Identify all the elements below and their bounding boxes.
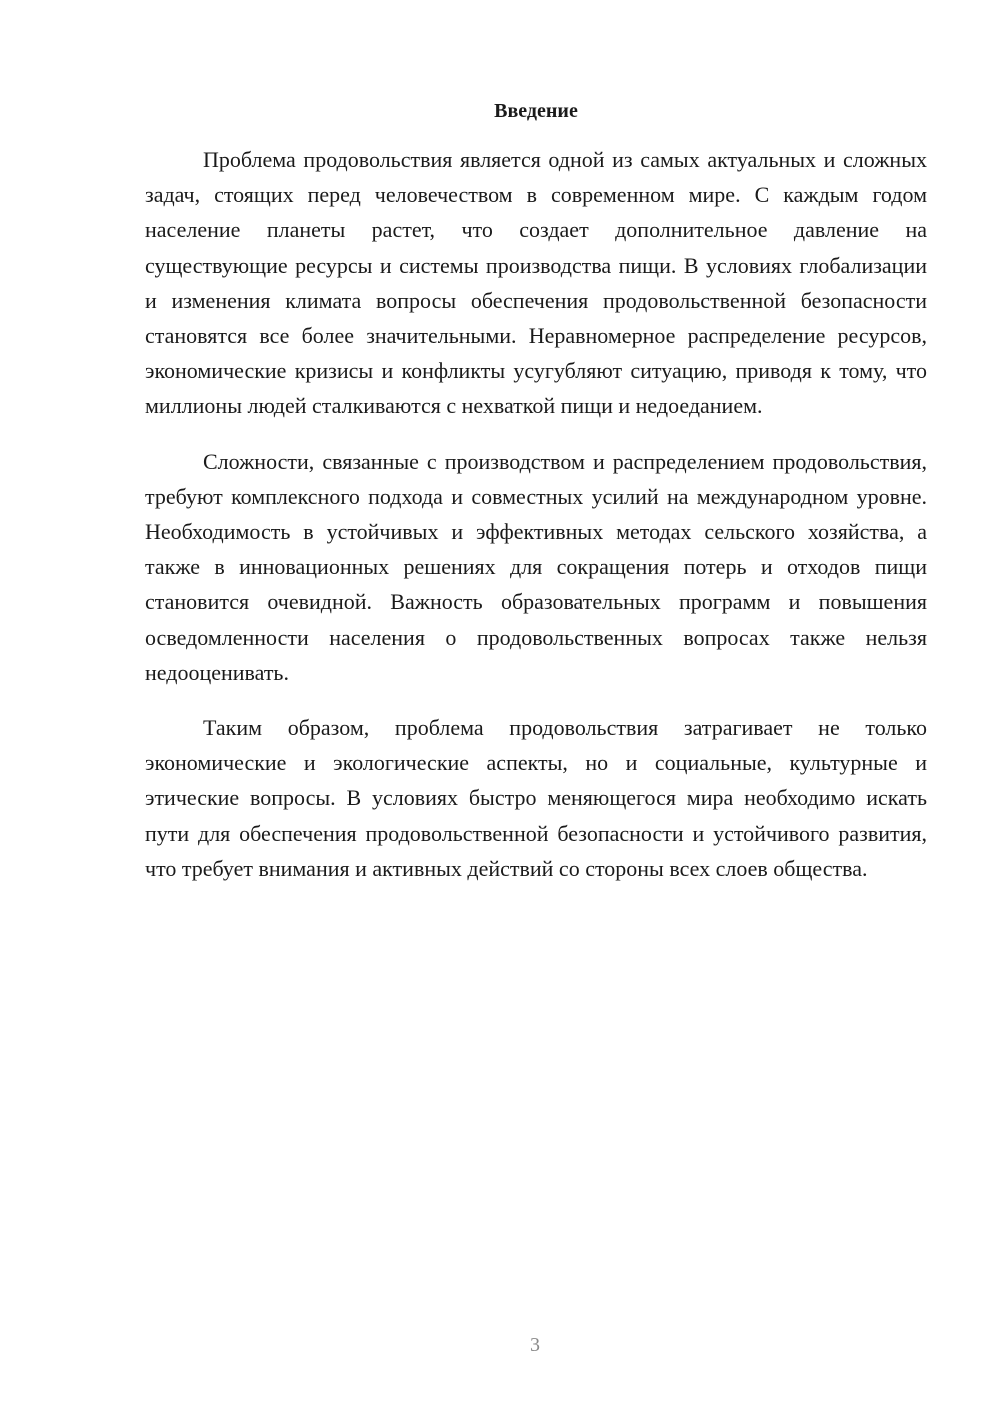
- paragraph-2: Сложности, связанные с производством и распределением продовольствия, требуют комплексного подхода и совместных усилий на международном уровне. Необходимость в устойчивых и эффективных методах сельского хозяйства, а также в инновационных решениях для сокращения потерь и отходов пищи становится очевидной. Важность образовательных программ и повышения осведомленности населения о продовольственных вопросах также нельзя недооценивать.: [145, 448, 927, 685]
- section-heading: Введение: [494, 100, 578, 122]
- paragraph-1: Проблема продовольствия является одной из самых актуальных и сложных задач, стоящих перед человечеством в современном мире. С каждым годом население планеты растет, что создает дополнительное давление на существующие ресурсы и системы производства пищи. В условиях глобализации и изменения климата вопросы обеспечения продовольственной безопасности становятся все более значительными. Неравномерное распределение ресурсов, экономические кризисы и конфликты усугубляют ситуацию, приводя к тому, что миллионы людей сталкиваются с нехваткой пищи и недоеданием.: [145, 147, 927, 419]
- page-number: 3: [530, 1334, 540, 1356]
- paragraph-3: Таким образом, проблема продовольствия затрагивает не только экономические и экологические аспекты, но и социальные, культурные и этические вопросы. В условиях быстро меняющегося мира необходимо искать пути для обеспечения продовольственной безопасности и устойчивого развития, что требует внимания и активных действий со стороны всех слоев общества.: [145, 715, 927, 881]
- body-text: [145, 142, 927, 906]
